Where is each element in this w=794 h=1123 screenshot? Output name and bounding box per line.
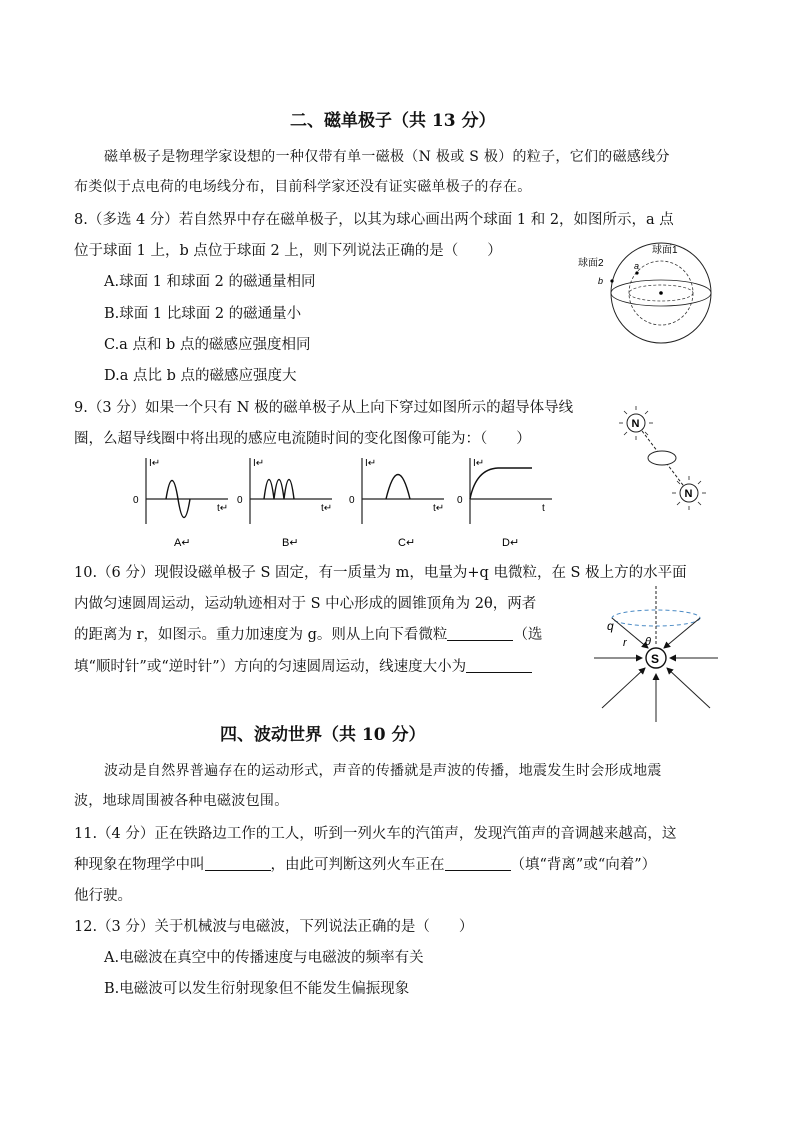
q9-graph-b [232, 452, 340, 548]
q8-stem-line-2: 位于球面 1 上，b 点位于球面 2 上，则下列说法正确的是（ ） [74, 243, 502, 259]
q8-option-b: B.球面 1 比球面 2 的磁通量小 [104, 306, 302, 322]
graph-label: D↵ [502, 537, 520, 548]
y-axis-label: I↵ [365, 458, 377, 469]
q8-sphere-figure [574, 236, 724, 346]
monopole-bottom [672, 476, 706, 510]
q10-stem-line-2: 内做匀速圆周运动，运动轨迹相对于 S 中心形成的圆锥顶角为 2θ，两者 [74, 596, 537, 612]
q8-stem-line-1: 8.（多选 4 分）若自然界中存在磁单极子，以其为球心画出两个球面 1 和 2，如图所示，a 点 [74, 212, 674, 228]
field-line-bottom-right [667, 668, 710, 708]
section-2-intro-line-2: 布类似于点电荷的电场线分布，目前科学家还没有证实磁单极子的存在。 [74, 179, 532, 195]
s-pole-label: S [651, 652, 660, 666]
graph-label: B↵ [282, 537, 299, 548]
q12-stem: 12.（3 分）关于机械波与电磁波，下列说法正确的是（ ） [74, 919, 474, 935]
current-curve [264, 480, 294, 500]
q10-stem-line-4: 填“顺时针”或“逆时针”）方向的匀速圆周运动，线速度大小为 [74, 655, 532, 676]
field-line-q [612, 618, 648, 648]
q11-blank-1[interactable] [205, 856, 271, 871]
label-sphere-1: 球面1 [652, 245, 678, 256]
field-line-bottom-left [602, 668, 645, 708]
point-b [610, 279, 613, 282]
section-4-intro-line-1: 波动是自然界普遍存在的运动形式，声音的传播就是声波的传播，地震发生时会形成地震 [104, 763, 662, 779]
label-theta: θ [645, 636, 651, 648]
label-b: b [598, 276, 604, 286]
x-axis-label: t↵ [217, 503, 229, 514]
pole-label-top: N [631, 418, 640, 430]
q11-stem-line-2: 种现象在物理学中叫 ，由此可判断这列火车正在 （填“背离”或“向着”） [74, 857, 657, 873]
q9-graph-d [452, 452, 560, 548]
q12-option-a: A.电磁波在真空中的传播速度与电磁波的频率有关 [104, 950, 424, 966]
y-axis-label: I↵ [149, 458, 161, 469]
section-2-intro-line-1: 磁单极子是物理学家设想的一种仅带有单一磁极（N 极或 S 极）的粒子，它们的磁感线分 [104, 149, 670, 165]
q11-stem-line-1: 11.（4 分）正在铁路边工作的工人，听到一列火车的汽笛声，发现汽笛声的音调越来越高，这 [74, 826, 677, 842]
q11-blank-2[interactable] [445, 856, 511, 871]
graph-label: A↵ [174, 537, 191, 548]
label-r: r [623, 637, 627, 649]
q10-stem-line-1: 10.（6 分）现假设磁单极子 S 固定，有一质量为 m，电量为+q 电微粒，在 S 极上方的水平面 [74, 565, 687, 581]
q10-stem-line-3: 的距离为 r，如图示。重力加速度为 g。则从上向下看微粒 （选 [74, 627, 543, 643]
label-a: a [634, 261, 640, 271]
x-axis-label: t↵ [433, 503, 445, 514]
origin-label: 0 [457, 495, 463, 506]
section-4-intro-line-2: 波，地球周围被各种电磁波包围。 [74, 793, 289, 809]
sphere-center [659, 291, 663, 295]
q11-stem-line-3: 他行驶。 [74, 888, 132, 904]
origin-label: 0 [349, 495, 355, 506]
q10-blank-1[interactable] [447, 626, 513, 641]
q9-stem-line-1: 9.（3 分）如果一个只有 N 极的磁单极子从上向下穿过如图所示的超导体导线 [74, 400, 574, 416]
y-axis-label: I↵ [253, 458, 265, 469]
label-sphere-2: 球面2 [578, 258, 604, 269]
x-axis-label: t [542, 503, 545, 514]
y-axis-label: I↵ [473, 458, 485, 469]
q10-monopole-figure [590, 582, 722, 724]
current-curve [386, 475, 410, 500]
point-a [635, 271, 638, 274]
q9-coil-figure [596, 398, 720, 510]
label-q: q [607, 619, 614, 633]
section-4-title: 四、波动世界（共 10 分） [220, 725, 426, 745]
q8-option-d: D.a 点比 b 点的磁感应强度大 [104, 368, 297, 384]
pole-label-bottom: N [684, 488, 693, 500]
q8-option-c: C.a 点和 b 点的磁感应强度相同 [104, 337, 311, 353]
q8-option-a: A.球面 1 和球面 2 的磁通量相同 [104, 274, 316, 290]
q9-graph-c [344, 452, 452, 548]
section-2-title: 二、磁单极子（共 13 分） [290, 111, 496, 131]
x-axis-label: t↵ [321, 503, 333, 514]
origin-label: 0 [133, 495, 139, 506]
monopole-top [619, 406, 653, 440]
origin-label: 0 [237, 495, 243, 506]
field-line-right-top [664, 618, 700, 648]
q9-stem-line-2: 圈，么超导线圈中将出现的感应电流随时间的变化图像可能为：（ ） [74, 431, 531, 447]
graph-label: C↵ [398, 537, 416, 548]
q9-graph-a [128, 452, 236, 548]
q10-blank-2[interactable] [466, 658, 532, 673]
q12-option-b: B.电磁波可以发生衍射现象但不能发生偏振现象 [104, 981, 410, 997]
superconducting-coil [648, 451, 676, 465]
current-curve [470, 468, 532, 499]
